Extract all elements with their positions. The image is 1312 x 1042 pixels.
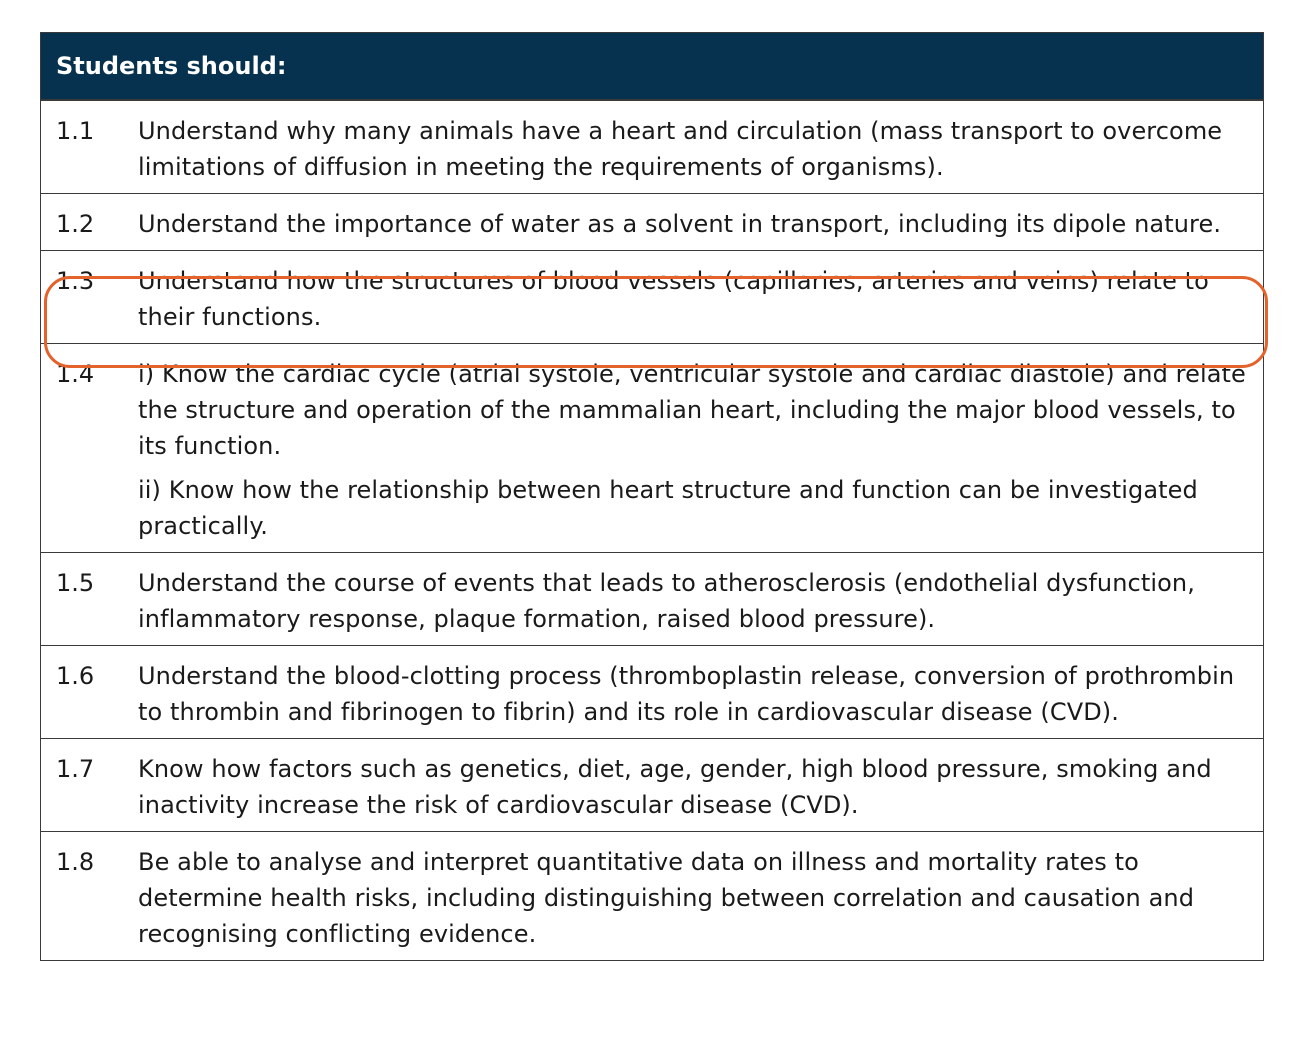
table-row: [41, 739, 1263, 832]
row-number: 1.2: [56, 210, 95, 238]
row-paragraph: i) Know the cardiac cycle (atrial systole, ventricular systole and cardiac diastole) and relate the structure and operation of the mammalian heart, including the major blood vessels, to its function.: [138, 360, 1246, 460]
row-number: 1.4: [56, 360, 95, 388]
table-row: [41, 832, 1263, 960]
row-number: 1.8: [56, 848, 95, 876]
row-number: 1.5: [56, 569, 95, 597]
row-paragraph: Understand the importance of water as a solvent in transport, including its dipole nature.: [138, 210, 1222, 238]
table-row: [41, 344, 1263, 553]
row-paragraph: Be able to analyse and interpret quantitative data on illness and mortality rates to determine health risks, including distinguishing between correlation and causation and recognising conflicting evidence.: [138, 848, 1195, 948]
row-paragraph: Know how factors such as genetics, diet, age, gender, high blood pressure, smoking and inactivity increase the risk of cardiovascular disease (CVD).: [138, 755, 1212, 819]
row-text: [138, 844, 1263, 952]
table-row-highlighted: [41, 251, 1263, 344]
row-paragraph: Understand the course of events that leads to atherosclerosis (endothelial dysfunction, inflammatory response, plaque formation, raised blood pressure).: [138, 569, 1195, 633]
row-text: [138, 356, 1263, 544]
row-paragraph: Understand the blood-clotting process (thromboplastin release, conversion of prothrombin to thrombin and fibrinogen to fibrin) and its role in cardiovascular disease (CVD).: [138, 662, 1235, 726]
row-text: [138, 658, 1263, 730]
row-number: 1.3: [56, 267, 95, 295]
row-number: 1.7: [56, 755, 95, 783]
row-paragraph: Understand how the structures of blood vessels (capillaries, arteries and veins) relate to their functions.: [138, 267, 1209, 331]
table-row: [41, 646, 1263, 739]
table-row: [41, 553, 1263, 646]
table-header: [41, 33, 1263, 101]
row-number: 1.1: [56, 117, 95, 145]
table-header-title: Students should:: [56, 52, 287, 80]
row-paragraph: Understand why many animals have a heart and circulation (mass transport to overcome limitations of diffusion in meeting the requirements of organisms).: [138, 117, 1223, 181]
row-text: [138, 206, 1263, 242]
spec-table: [40, 32, 1264, 961]
row-number: 1.6: [56, 662, 95, 690]
table-row: [41, 194, 1263, 251]
row-text: [138, 751, 1263, 823]
table-row: [41, 101, 1263, 194]
row-text: [138, 113, 1263, 185]
row-text: [138, 263, 1263, 335]
row-paragraph: ii) Know how the relationship between heart structure and function can be investigated practically.: [138, 476, 1198, 540]
row-text: [138, 565, 1263, 637]
